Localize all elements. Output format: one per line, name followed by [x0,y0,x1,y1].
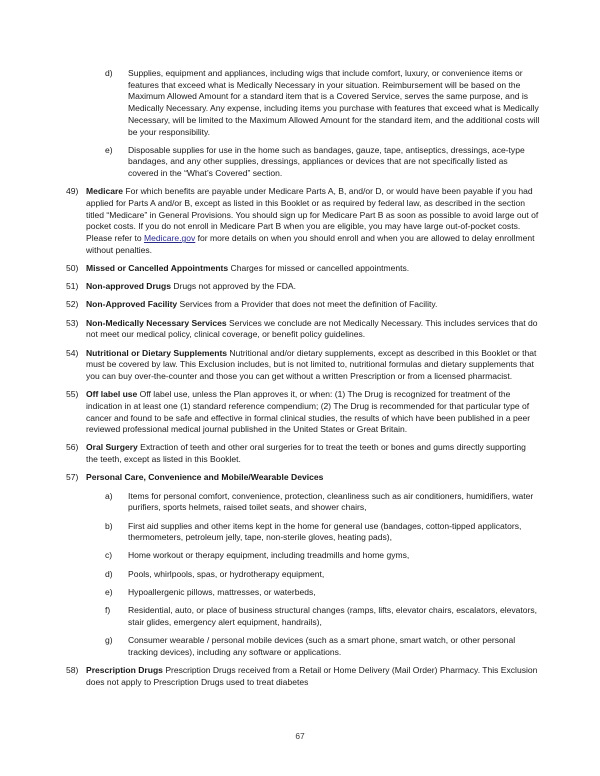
list-item [66,186,540,256]
list-item-term: Nutritional or Dietary Supplements [86,347,228,358]
list-item-body [86,299,540,311]
list-item-term: Medicare [86,186,124,197]
list-item [66,521,540,544]
list-item-body [128,569,540,581]
list-item-text: Services we conclude are not Medically Necessary. This includes services that do not meet our medical policy, clinical coverage, or benefit policy guidelines. [86,317,538,340]
list-item [66,442,540,465]
list-item-text: Residential, auto, or place of business structural changes (ramps, lifts, elevator chairs, escalators, elevators, stair glides, emergency alert equipment, handrails), [128,605,538,627]
list-item [66,281,540,293]
list-item [66,605,540,628]
list-item-body [86,263,540,275]
medicare-gov-link[interactable]: Medicare.gov [143,233,196,244]
list-item-text: Prescription Drugs received from a Retail or Home Delivery (Mail Order) Pharmacy. This Exclusion does not apply to Prescription Drugs used to treat diabetes [86,664,538,687]
list-item-marker: 56) [66,442,79,453]
page-number: 67 [295,731,305,741]
list-item [66,348,540,383]
list-item-body [128,491,540,514]
list-item [66,263,540,275]
list-item-text: Drugs not approved by the FDA. [171,281,296,292]
list-item-marker: d) [105,68,113,78]
list-item-text: Supplies, equipment and appliances, including wigs that include comfort, luxury, or convenience items or features that exceed what is Medically Necessary in your situation. Reimbursement will be based on the Maximum Allowed Amount for a standard item that is a Covered Service, serves the same purpose, and is Medically Necessary. Any expense, including items you purchase with features that exceed what is Medically Necessary, will be limited to the Maximum Allowed Amount for the standard item, and the additional costs will be your responsibility. [128,68,540,137]
list-item-text: Extraction of teeth and other oral surgeries for to treat the teeth or bones and gums directly supporting the teeth, except as listed in this Booklet. [86,442,526,465]
list-item-body [86,665,540,688]
list-item-text: Services from a Provider that does not meet the definition of Facility. [177,299,438,310]
list-item-text: Pools, whirlpools, spas, or hydrotherapy equipment, [128,568,325,579]
list-item-marker: 53) [66,317,79,328]
list-item-body [128,635,540,658]
list-item-term: Non-Medically Necessary Services [86,317,227,328]
list-item-body [86,186,540,256]
list-item-term: Personal Care, Convenience and Mobile/Wearable Devices [86,472,324,483]
list-item [66,472,540,484]
list-item [66,299,540,311]
list-item-term: Non-approved Drugs [86,281,171,292]
list-item-marker: 58) [66,664,79,675]
list-item-body [86,389,540,436]
list-item-body [86,281,540,293]
list-item-term: Missed or Cancelled Appointments [86,263,229,274]
list-item-marker: 50) [66,263,79,274]
list-item-body [86,348,540,383]
list-item-marker: 49) [66,186,79,197]
list-item-marker: f) [105,605,111,616]
exclusions-list [66,68,540,688]
list-item-marker: 54) [66,347,79,358]
list-item-body [128,587,540,599]
list-item-text: Charges for missed or cancelled appointments. [228,263,410,274]
list-item-text: First aid supplies and other items kept in the home for general use (bandages, cotton-tipped applicators, thermometers, petroleum jelly, tape, non-sterile gloves, heating pads), [128,520,522,543]
list-item [66,68,540,138]
list-item [66,145,540,180]
list-item-text: Consumer wearable / personal mobile devices (such as a smart phone, smart watch, or other personal tracking devices), including any software or applications. [128,634,516,657]
list-item-text: Hypoallergenic pillows, mattresses, or waterbeds, [128,586,316,597]
list-item-body [128,521,540,544]
list-item-text-after: for more details on when you should enroll and when you are allowed to delay enrollment without penalties. [86,233,535,255]
list-item-body [128,605,540,628]
list-item-marker: e) [105,144,113,155]
list-item [66,587,540,599]
list-item [66,318,540,341]
list-item-text: Items for personal comfort, convenience, protection, cleanliness such as air conditioners, humidifiers, water purifiers, sports helmets, raised toilet seats, and shower chairs, [128,490,534,513]
list-item-marker: e) [105,586,113,597]
list-item [66,491,540,514]
list-item-text: Home workout or therapy equipment, including treadmills and home gyms, [128,550,410,561]
list-item-term: Off label use [86,389,138,400]
list-item-marker: d) [105,568,113,579]
list-item [66,665,540,688]
list-item-term: Oral Surgery [86,442,138,453]
list-item [66,550,540,562]
list-item-body [86,318,540,341]
list-item-body [86,442,540,465]
list-item [66,569,540,581]
list-item-body [128,145,540,180]
list-item-term: Prescription Drugs [86,664,163,675]
list-item-marker: g) [105,634,113,645]
list-item-body [128,68,540,138]
list-item [66,635,540,658]
list-item [66,389,540,436]
list-item-text: Nutritional and/or dietary supplements, except as described in this Booklet or that must be covered by law. This Exclusion includes, but is not limited to, nutritional formulas and dietary supplements that you can buy over-the-counter and those you can get without a written Prescription or from a licensed pharmacist. [86,347,537,381]
list-item-marker: 52) [66,299,79,310]
list-item-text: Off label use, unless the Plan approves it, or when: (1) The Drug is recognized for treatment of the indication in at least one (1) standard reference compendium; (2) The Drug is recommended for that particular type of cancer and found to be safe and effective in formal clinical studies, the results of which have been published in a peer reviewed professional medical journal published in the United States or Great Britain. [86,389,531,435]
list-item-text: For which benefits are payable under Medicare Parts A, B, and/or D, or would have been payable if you had applied for Parts A and/or B, except as listed in this Booklet or as required by federal law, as described in the section titled “Medicare” in General Provisions. You should sign up for Medicare Part B as soon as possible to avoid large out of pocket costs. If you do not enroll in Medicare Part B when you are eligible, you may have large out-of-pocket costs. Please refer to [86,186,539,244]
list-item-marker: 55) [66,389,79,400]
list-item-marker: a) [105,490,113,501]
list-item-marker: b) [105,520,113,531]
list-item-text: Disposable supplies for use in the home such as bandages, gauze, tape, antiseptics, dressings, ace-type bandages, and any other supplies, dressings, appliances or devices that are not specifically listed as covered in the “What’s Covered” section. [128,144,525,179]
list-item-marker: c) [105,550,113,561]
list-item-marker: 51) [66,281,79,292]
list-item-term: Non-Approved Facility [86,299,178,310]
list-item-body [128,550,540,562]
list-item-body [86,472,540,484]
list-item-marker: 57) [66,472,79,483]
